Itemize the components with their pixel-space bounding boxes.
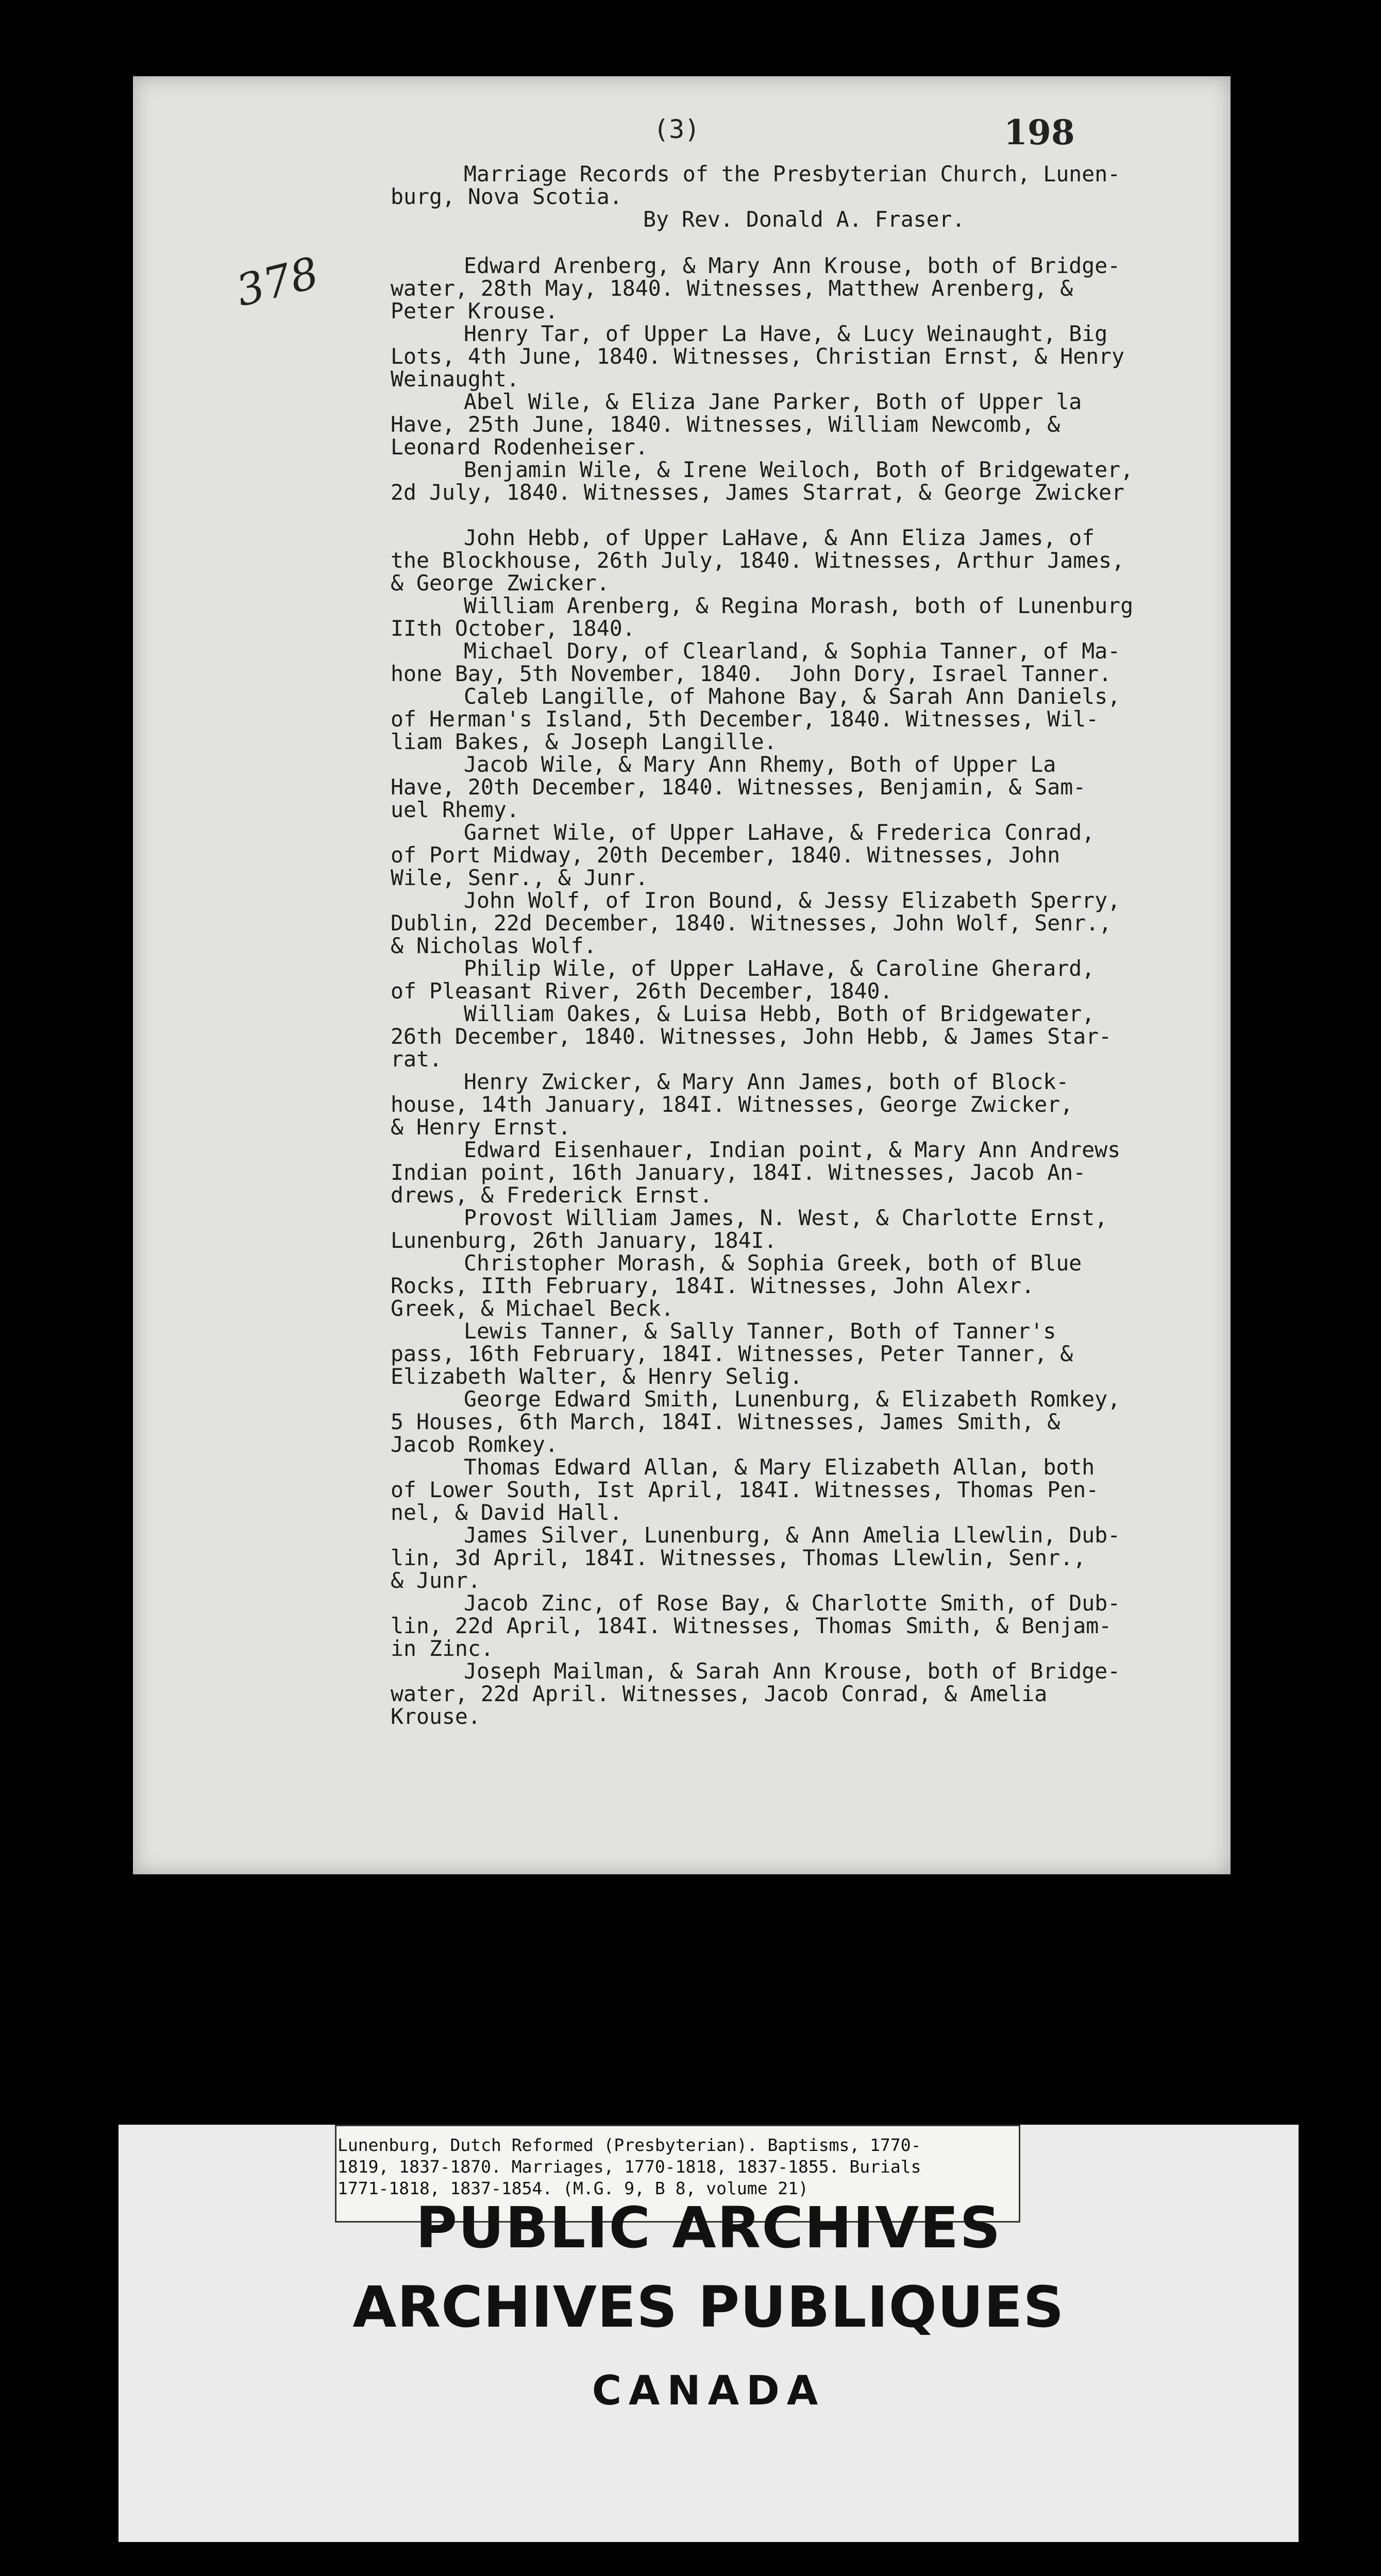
entry-line: Edward Eisenhauer, Indian point, & Mary Ann Andrews: [464, 1137, 1121, 1162]
marriage-entry: [391, 1524, 1205, 1592]
collection-label-line: Lunenburg, Dutch Reformed (Presbyterian). Baptisms, 1770-: [338, 2135, 921, 2155]
entry-line: nel, & David Hall.: [391, 1500, 622, 1525]
marriage-entry: [391, 753, 1205, 821]
entry-line: George Edward Smith, Lunenburg, & Elizabeth Romkey,: [464, 1386, 1121, 1412]
entry-line: Caleb Langille, of Mahone Bay, & Sarah Ann Daniels,: [464, 684, 1121, 709]
entry-line: Abel Wile, & Eliza Jane Parker, Both of Upper la: [464, 389, 1082, 414]
entry-line: Jacob Romkey.: [391, 1432, 558, 1457]
marriage-entry: [391, 527, 1205, 595]
marriage-entry: [391, 323, 1205, 391]
entry-line: Henry Zwicker, & Mary Ann James, both of Block-: [464, 1069, 1069, 1094]
entry-line: hone Bay, 5th November, 1840. John Dory, Israel Tanner.: [391, 661, 1112, 686]
entry-line: Lewis Tanner, & Sally Tanner, Both of Tanner's: [464, 1318, 1056, 1344]
entry-line: of Pleasant River, 26th December, 1840.: [391, 978, 893, 1004]
entry-line: of Herman's Island, 5th December, 1840. Witnesses, Wil-: [391, 706, 1099, 732]
marriage-entry: [391, 640, 1205, 685]
entry-line: Joseph Mailman, & Sarah Ann Krouse, both of Bridge-: [464, 1658, 1121, 1684]
entry-line: Indian point, 16th January, 184I. Witnesses, Jacob An-: [391, 1160, 1086, 1185]
entry-line: 5 Houses, 6th March, 184I. Witnesses, James Smith, &: [391, 1409, 1060, 1434]
entry-line: Elizabeth Walter, & Henry Selig.: [391, 1364, 803, 1389]
spacer: [391, 231, 1205, 255]
handwritten-margin-note: 378: [231, 247, 324, 316]
entry-line: Jacob Zinc, of Rose Bay, & Charlotte Smith, of Dub-: [464, 1590, 1121, 1616]
entry-line: & Nicholas Wolf.: [391, 933, 597, 958]
entry-line: Weinaught.: [391, 366, 519, 392]
marriage-entry: [391, 685, 1205, 753]
entry-line: Provost William James, N. West, & Charlotte Ernst,: [464, 1205, 1108, 1230]
entry-line: water, 28th May, 1840. Witnesses, Matthew Arenberg, &: [391, 276, 1073, 301]
page-header: [133, 114, 1231, 161]
marriage-entry: [391, 595, 1205, 640]
entry-line: Have, 20th December, 1840. Witnesses, Benjamin, & Sam-: [391, 774, 1086, 800]
collection-label-line: 1771-1818, 1837-1854. (M.G. 9, B 8, volume 21): [338, 2178, 809, 2198]
document-body: [391, 163, 1205, 1728]
entry-line: William Arenberg, & Regina Morash, both of Lunenburg: [464, 593, 1134, 618]
entry-line: Lunenburg, 26th January, 184I.: [391, 1228, 777, 1253]
entry-line: Benjamin Wile, & Irene Weiloch, Both of Bridgewater,: [464, 457, 1134, 482]
entry-line: Krouse.: [391, 1704, 481, 1729]
marriage-entry: [391, 821, 1205, 889]
entry-line: house, 14th January, 184I. Witnesses, George Zwicker,: [391, 1092, 1073, 1117]
entry-line: John Hebb, of Upper LaHave, & Ann Eliza James, of: [464, 525, 1095, 550]
archive-card: [119, 2125, 1299, 2542]
entry-line: Have, 25th June, 1840. Witnesses, William Newcomb, &: [391, 412, 1060, 437]
folio-number: 198: [1004, 112, 1075, 152]
entry-line: rat.: [391, 1046, 442, 1072]
entry-line: in Zinc.: [391, 1636, 494, 1661]
entry-line: drews, & Frederick Ernst.: [391, 1182, 713, 1208]
entry-line: Henry Tar, of Upper La Have, & Lucy Weinaught, Big: [464, 321, 1108, 346]
entry-line: William Oakes, & Luisa Hebb, Both of Bridgewater,: [464, 1001, 1095, 1026]
marriage-entry: [391, 1320, 1205, 1388]
marriage-entry: [391, 391, 1205, 459]
author-byline: By Rev. Donald A. Fraser.: [643, 207, 965, 232]
title-line: burg, Nova Scotia.: [391, 184, 622, 209]
entry-line: John Wolf, of Iron Bound, & Jessy Elizabeth Sperry,: [464, 888, 1121, 913]
entry-line: Michael Dory, of Clearland, & Sophia Tanner, of Ma-: [464, 638, 1121, 664]
marriage-entry: [391, 1071, 1205, 1139]
entry-line: 2d July, 1840. Witnesses, James Starrat, & George Zwicker: [391, 480, 1125, 505]
marriage-entry: [391, 889, 1205, 957]
entry-line: Wile, Senr., & Junr.: [391, 865, 648, 890]
entry-line: water, 22d April. Witnesses, Jacob Conrad, & Amelia: [391, 1681, 1048, 1706]
archive-title-en: PUBLIC ARCHIVES: [415, 2195, 1002, 2261]
marriage-entry: [391, 957, 1205, 1003]
entry-line: Garnet Wile, of Upper LaHave, & Frederica Conrad,: [464, 820, 1095, 845]
entry-line: Jacob Wile, & Mary Ann Rhemy, Both of Upper La: [464, 752, 1056, 777]
marriage-entries: [391, 255, 1205, 1728]
marriage-entry: [391, 255, 1205, 323]
title-line: Marriage Records of the Presbyterian Church, Lunen-: [464, 161, 1121, 187]
marriage-entry: [391, 1592, 1205, 1660]
entry-line: 26th December, 1840. Witnesses, John Hebb, & James Star-: [391, 1024, 1112, 1049]
entry-line: Greek, & Michael Beck.: [391, 1296, 674, 1321]
document-page: [133, 76, 1231, 1874]
entry-line: IIth October, 1840.: [391, 616, 635, 641]
collection-label-line: 1819, 1837-1870. Marriages, 1770-1818, 1837-1855. Burials: [338, 2157, 921, 2177]
entry-line: Dublin, 22d December, 1840. Witnesses, John Wolf, Senr.,: [391, 910, 1112, 936]
archive-country: CANADA: [592, 2368, 826, 2414]
entry-line: Lots, 4th June, 1840. Witnesses, Christian Ernst, & Henry: [391, 344, 1125, 369]
marriage-entry: [391, 1388, 1205, 1456]
entry-line: James Silver, Lunenburg, & Ann Amelia Llewlin, Dub-: [464, 1522, 1121, 1548]
archive-title-fr: ARCHIVES PUBLIQUES: [352, 2274, 1065, 2340]
marriage-entry: [391, 1003, 1205, 1071]
marriage-entry: [391, 1660, 1205, 1728]
entry-line: of Lower South, Ist April, 184I. Witnesses, Thomas Pen-: [391, 1477, 1099, 1502]
entry-line: Edward Arenberg, & Mary Ann Krouse, both of Bridge-: [464, 253, 1121, 278]
entry-line: lin, 22d April, 184I. Witnesses, Thomas Smith, & Benjam-: [391, 1613, 1112, 1638]
entry-line: & George Zwicker.: [391, 570, 610, 596]
entry-line: uel Rhemy.: [391, 797, 519, 822]
entry-line: Christopher Morash, & Sophia Greek, both of Blue: [464, 1250, 1082, 1276]
entry-line: Leonard Rodenheiser.: [391, 434, 648, 460]
marriage-entry: [391, 459, 1205, 504]
marriage-entry: [391, 1456, 1205, 1524]
entry-line: liam Bakes, & Joseph Langille.: [391, 729, 777, 754]
marriage-entry: [391, 1252, 1205, 1320]
marriage-entry: [391, 1207, 1205, 1252]
entry-line: & Junr.: [391, 1568, 481, 1593]
marriage-entry: [391, 1139, 1205, 1207]
entry-line: of Port Midway, 20th December, 1840. Witnesses, John: [391, 842, 1060, 868]
page-number: (3): [653, 114, 700, 144]
entry-line: Peter Krouse.: [391, 298, 558, 324]
entry-line: lin, 3d April, 184I. Witnesses, Thomas Llewlin, Senr.,: [391, 1545, 1086, 1570]
entry-line: pass, 16th February, 184I. Witnesses, Peter Tanner, &: [391, 1341, 1073, 1366]
entry-line: Rocks, IIth February, 184I. Witnesses, John Alexr.: [391, 1273, 1035, 1298]
entry-line: Philip Wile, of Upper LaHave, & Caroline Gherard,: [464, 956, 1095, 981]
entry-line: the Blockhouse, 26th July, 1840. Witnesses, Arthur James,: [391, 548, 1125, 573]
entry-line: Thomas Edward Allan, & Mary Elizabeth Allan, both: [464, 1454, 1095, 1480]
entry-line: & Henry Ernst.: [391, 1114, 571, 1140]
